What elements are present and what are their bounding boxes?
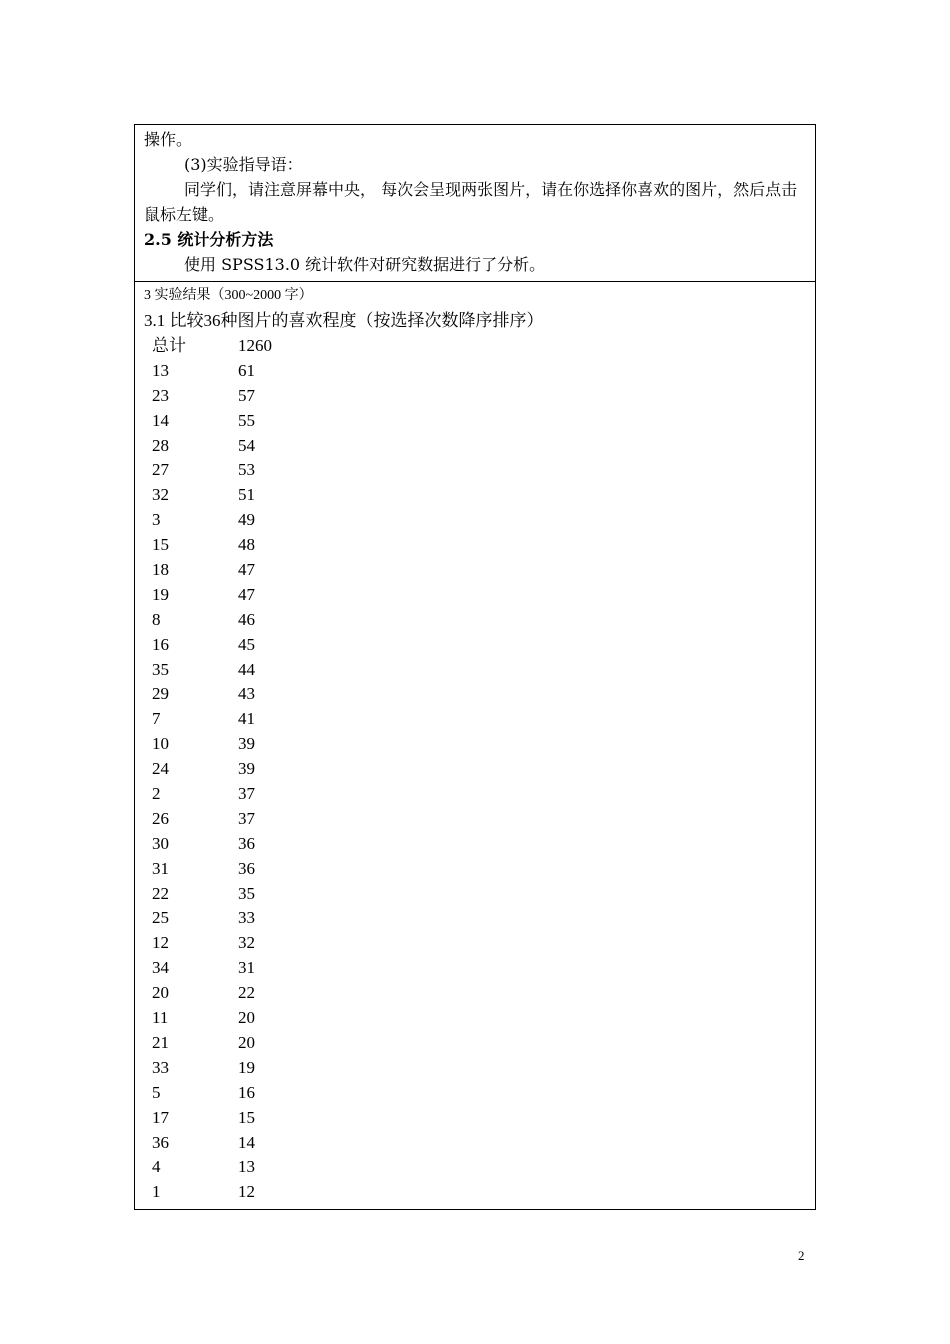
selection-count: 61: [238, 360, 255, 380]
table-row: [144, 732, 806, 757]
selection-count: 31: [238, 958, 255, 978]
selection-count: 1260: [238, 336, 272, 355]
table-row: [144, 334, 806, 359]
picture-id: 2: [152, 784, 161, 804]
table-row: [144, 956, 806, 981]
selection-count: 44: [238, 659, 255, 679]
results-list: [144, 334, 806, 1205]
selection-count: 37: [238, 808, 255, 828]
table-row: [144, 1056, 806, 1081]
text-line: 操作。: [144, 130, 193, 149]
selection-count: 36: [238, 858, 255, 878]
table-row: [144, 583, 806, 608]
picture-id: 21: [152, 1032, 169, 1052]
table-row: [144, 857, 806, 882]
selection-count: 47: [238, 584, 255, 604]
table-row: [144, 931, 806, 956]
selection-count: 43: [238, 684, 255, 704]
selection-count: 45: [238, 634, 255, 654]
picture-id: 5: [152, 1082, 161, 1102]
picture-id: 11: [152, 1008, 169, 1028]
selection-count: 54: [238, 435, 255, 455]
table-row: [144, 633, 806, 658]
table-row: [144, 707, 806, 732]
table-row: [144, 1031, 806, 1056]
picture-id: 35: [152, 659, 169, 679]
table-row: [144, 508, 806, 533]
selection-count: 20: [238, 1008, 255, 1028]
selection-count: 47: [238, 560, 255, 580]
selection-count: 37: [238, 784, 255, 804]
picture-id: 26: [152, 808, 169, 828]
picture-id: 25: [152, 908, 169, 928]
table-row: [144, 434, 806, 459]
document-table: [134, 124, 816, 1210]
selection-count: 35: [238, 883, 255, 903]
picture-id: 12: [152, 933, 169, 953]
selection-count: 51: [238, 485, 255, 505]
picture-id: 13: [152, 360, 169, 380]
selection-count: 36: [238, 833, 255, 853]
selection-count: 39: [238, 734, 255, 754]
picture-id: 33: [152, 1057, 169, 1077]
picture-id: 31: [152, 858, 169, 878]
selection-count: 15: [238, 1107, 255, 1127]
picture-id: 19: [152, 584, 169, 604]
analysis-text: 使用 SPSS13.0 统计软件对研究数据进行了分析。: [184, 255, 546, 274]
selection-count: 39: [238, 759, 255, 779]
selection-count: 13: [238, 1157, 255, 1177]
selection-count: 33: [238, 908, 255, 928]
table-row: [144, 608, 806, 633]
section-heading: 2.5 统计分析方法: [144, 230, 274, 249]
table-row: [144, 458, 806, 483]
selection-count: 14: [238, 1132, 255, 1152]
table-row: [144, 1155, 806, 1180]
instructions-text: 同学们，请注意屏幕中央， 每次会呈现两张图片，请在你选择你喜欢的图片，然后点击鼠标左键。: [144, 180, 798, 224]
page-number: 2: [798, 1248, 805, 1263]
table-row: [144, 658, 806, 683]
picture-id: 总计: [152, 336, 186, 355]
methods-cell: [135, 125, 815, 282]
selection-count: 22: [238, 983, 255, 1003]
picture-id: 29: [152, 684, 169, 704]
picture-id: 3: [152, 510, 161, 530]
picture-id: 7: [152, 709, 161, 729]
selection-count: 49: [238, 510, 255, 530]
table-row: [144, 558, 806, 583]
table-row: [144, 832, 806, 857]
picture-id: 23: [152, 385, 169, 405]
selection-count: 20: [238, 1032, 255, 1052]
table-row: [144, 1131, 806, 1156]
results-cell: [135, 282, 815, 1209]
picture-id: 1: [152, 1182, 161, 1202]
picture-id: 18: [152, 560, 169, 580]
selection-count: 41: [238, 709, 255, 729]
table-row: [144, 359, 806, 384]
table-row: [144, 384, 806, 409]
table-row: [144, 483, 806, 508]
picture-id: 20: [152, 983, 169, 1003]
table-row: [144, 1106, 806, 1131]
table-row: [144, 782, 806, 807]
table-row: [144, 981, 806, 1006]
picture-id: 17: [152, 1107, 169, 1127]
picture-id: 32: [152, 485, 169, 505]
table-row: [144, 409, 806, 434]
picture-id: 4: [152, 1157, 161, 1177]
table-row: [144, 682, 806, 707]
picture-id: 24: [152, 759, 169, 779]
selection-count: 57: [238, 385, 255, 405]
selection-count: 19: [238, 1057, 255, 1077]
table-row: [144, 757, 806, 782]
selection-count: 46: [238, 609, 255, 629]
table-row: [144, 882, 806, 907]
picture-id: 22: [152, 883, 169, 903]
picture-id: 8: [152, 609, 161, 629]
picture-id: 30: [152, 833, 169, 853]
selection-count: 48: [238, 535, 255, 555]
picture-id: 28: [152, 435, 169, 455]
picture-id: 34: [152, 958, 169, 978]
table-row: [144, 906, 806, 931]
selection-count: 16: [238, 1082, 255, 1102]
selection-count: 12: [238, 1182, 255, 1202]
picture-id: 27: [152, 460, 169, 480]
picture-id: 14: [152, 410, 169, 430]
picture-id: 10: [152, 734, 169, 754]
selection-count: 32: [238, 933, 255, 953]
picture-id: 36: [152, 1132, 169, 1152]
table-row: [144, 1006, 806, 1031]
selection-count: 55: [238, 410, 255, 430]
table-row: [144, 533, 806, 558]
results-section-title: 3.1 比较36种图片的喜欢程度（按选择次数降序排序）: [144, 311, 544, 330]
table-row: [144, 807, 806, 832]
results-header: 3 实验结果（300~2000 字）: [144, 288, 313, 303]
instructions-label: (3)实验指导语：: [184, 155, 303, 174]
picture-id: 16: [152, 634, 169, 654]
picture-id: 15: [152, 535, 169, 555]
table-row: [144, 1081, 806, 1106]
table-row: [144, 1180, 806, 1205]
selection-count: 53: [238, 460, 255, 480]
